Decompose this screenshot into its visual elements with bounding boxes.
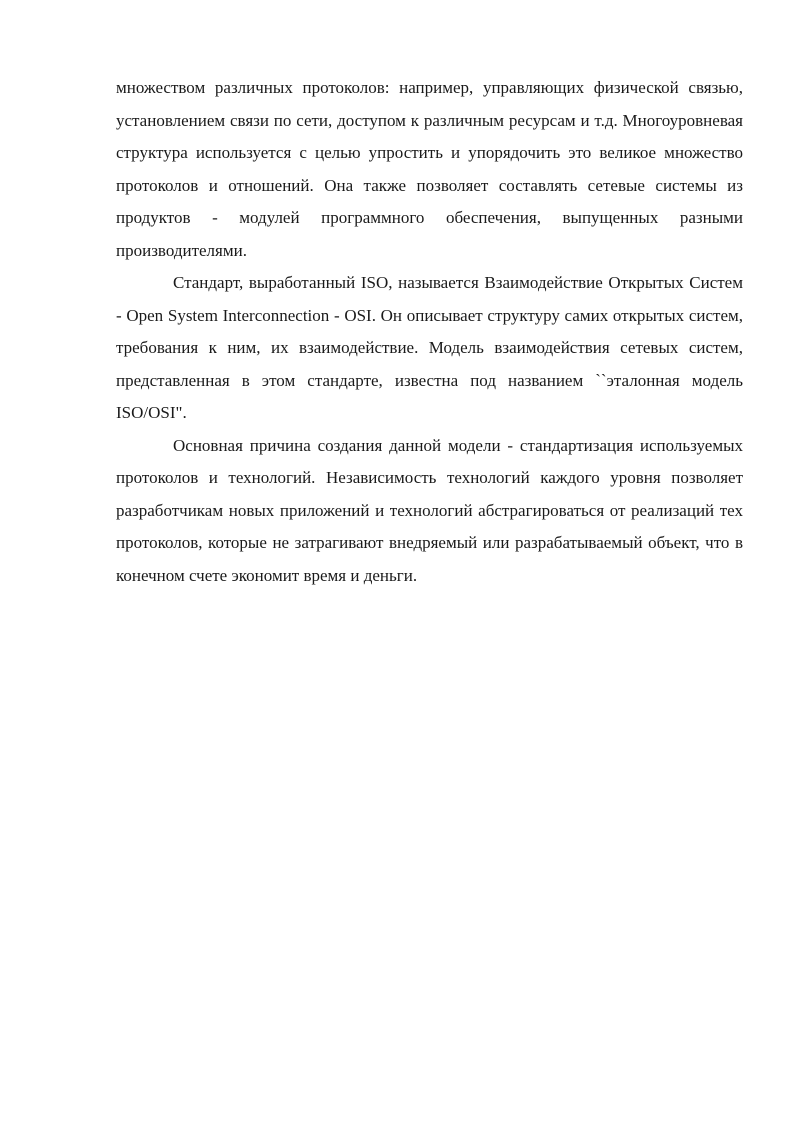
paragraph-2: Стандарт, выработанный ISO, называется Взаимодействие Открытых Систем - Open System Interconnection - OSI. Он описывает структуру самих открытых систем, требования к ним, их взаимодействие. Модель взаимодействия сетевых систем, представленная в этом стандарте, известна под названием ``эталонная модель ISO/OSI". [116,273,743,422]
paragraph-1: множеством различных протоколов: например, управляющих физической связью, установлением связи по сети, доступом к различным ресурсам и т.д. Многоуровневая структура используется с целью упростить и упорядочить это великое множество протоколов и отношений. Она также позволяет составлять сетевые системы из продуктов - модулей программного обеспечения, выпущенных разными производителями. [116,78,743,260]
paragraph-3: Основная причина создания данной модели - стандартизация используемых протоколов и технологий. Независимость технологий каждого уровня позволяет разработчикам новых приложений и технологий абстрагироваться от реализаций тех протоколов, которые не затрагивают внедряемый или разрабатываемый объект, что в конечном счете экономит время и деньги. [116,435,743,585]
document-body [116,72,743,592]
